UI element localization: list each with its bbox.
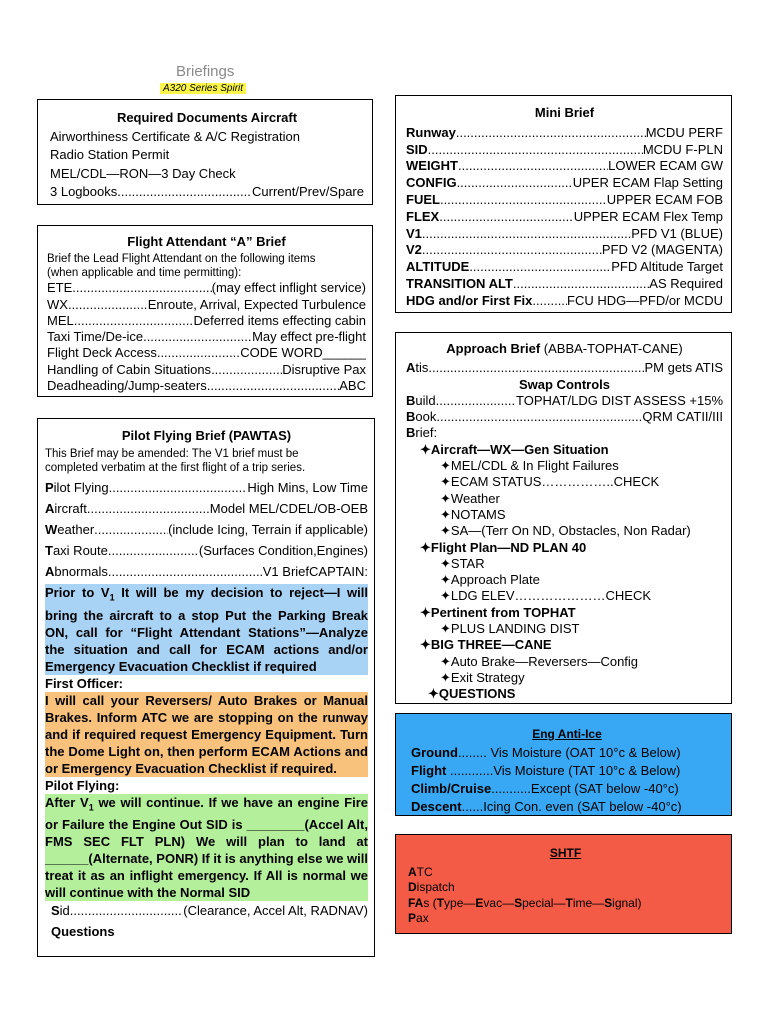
pawtas-row: Pilot Flying ..... High Mins, Low Time (45, 477, 368, 498)
abba-row-atis: Atis ..... PM gets ATIS (406, 360, 723, 376)
brief-item-flight-plan: ✦ Flight Plan—ND PLAN 40 (406, 540, 723, 556)
fa-brief-row: Taxi Time/De-ice ..... May effect pre-flight (47, 329, 366, 345)
mini-brief-row: FUEL ..... UPPER ECAM FOB (406, 192, 723, 209)
pawtas-row: Aircraft ..... Model MEL/CDEL/OB-OEB (45, 498, 368, 519)
mini-brief-title: Mini Brief (534, 105, 595, 120)
pf-brief-title: Pilot Flying Brief (PAWTAS) (121, 428, 292, 443)
anti-ice-row: Ground........ Vis Moisture (OAT 10°c & Below) (411, 745, 681, 760)
page-subtitle: A320 Series Spirit (160, 83, 246, 94)
shtf-box (395, 834, 732, 934)
sub-item: ✦ MEL/CDL & In Flight Failures (406, 458, 723, 474)
doc-item: Radio Station Permit (50, 147, 170, 162)
abba-row-book: Book ..... QRM CATII/III (406, 409, 723, 425)
questions-label: Questions (51, 924, 115, 940)
doc-item: MEL/CDL—RON—3 Day Check (50, 165, 236, 181)
mini-brief-box (395, 95, 732, 313)
pilot-flying-brief-box (37, 418, 375, 957)
shtf-title: SHTF (549, 846, 582, 860)
abba-row-brief: Brief: (406, 425, 438, 441)
approach-brief-box (395, 332, 732, 704)
sub-item: ✦ Auto Brake—Reversers—Config (406, 654, 723, 670)
mini-brief-row: TRANSITION ALT ..... AS Required (406, 276, 723, 293)
fa-brief-row: Handling of Cabin Situations ..... Disruptive Pax (47, 362, 366, 378)
sub-item: ✦ SA—(Terr On ND, Obstacles, Non Radar) (406, 523, 723, 539)
sub-item: ✦ Exit Strategy (406, 670, 723, 686)
pilot-flying-callout: After $V_1$ we will continue. If we have an engine Fire or Failure the Engine Out SID is ________(Accel Alt, FMS SEC FLT PLN) We will plan to land at ______(Alternate, PONR) If it is anything else we will treat it as an inflight emergency. If All is normal we will continue with the Normal SID (45, 794, 368, 901)
pf-brief-intro: This Brief may be amended: The V1 brief must be (45, 448, 299, 460)
required-documents-box (37, 99, 373, 205)
approach-brief-title: Approach Brief (ABBA-TOPHAT-CANE) (446, 341, 683, 356)
brief-item-questions: ✦ QUESTIONS (406, 686, 723, 702)
doc-item-logbooks: 3 Logbooks ..... Current/Prev/Spare (50, 183, 364, 202)
pilot-flying-label: Pilot Flying: (45, 777, 120, 793)
captain-v1-callout: Prior to $V_1$ It will be my decision to reject—I will bring the aircraft to a stop Put the Parking Break ON, call for “Flight Attendant Stations”—Analyze the situation and call for ECAM actions and/or Emergency Evacuation Checklist if required (45, 585, 368, 674)
flight-attendant-brief-box (37, 225, 373, 397)
first-officer-label: First Officer: (45, 675, 124, 691)
swap-controls-label: Swap Controls (518, 376, 610, 392)
mini-brief-row: ALTITUDE ..... PFD Altitude Target (406, 259, 723, 276)
mini-brief-row: FLEX ..... UPPER ECAM Flex Temp (406, 209, 723, 226)
anti-ice-row: Climb/Cruise...........Except (SAT below -40°c) (411, 781, 679, 796)
mini-brief-row: V1 ..... PFD V1 (BLUE) (406, 226, 723, 243)
sub-item: ✦ Weather (406, 491, 723, 507)
required-documents-title: Required Documents Aircraft (116, 110, 298, 125)
sub-item: ✦ LDG ELEV…………………CHECK (406, 588, 723, 604)
sid-row: Sid ..... (Clearance, Accel Alt, RADNAV) (45, 901, 368, 921)
sub-item: ✦ PLUS LANDING DIST (406, 621, 723, 637)
anti-ice-row: Flight ............Vis Moisture (TAT 10°c & Below) (411, 763, 681, 778)
shtf-pax: Pax (408, 911, 429, 925)
fa-brief-row: Flight Deck Access ..... CODE WORD______ (47, 345, 366, 361)
mini-brief-row: HDG and/or First Fix ..... FCU HDG—PFD/or MCDU (406, 293, 723, 310)
pawtas-row: Taxi Route ..... (Surfaces Condition,Engines) (45, 540, 368, 561)
fa-brief-row: MEL ..... Deferred items effecting cabin (47, 313, 366, 329)
sub-item: ✦ Approach Plate (406, 572, 723, 588)
fa-brief-intro: (when applicable and time permitting): (47, 267, 242, 280)
brief-item-tophat: ✦ Pertinent from TOPHAT (406, 605, 723, 621)
sub-item: ✦ NOTAMS (406, 507, 723, 523)
sub-item: ✦ ECAM STATUS……………..CHECK (406, 474, 723, 490)
pawtas-row: Abnormals ..... V1 BriefCAPTAIN: (45, 561, 368, 582)
pawtas-row: Weather ..... (include Icing, Terrain if applicable) (45, 519, 368, 540)
brief-item-aircraft: ✦ Aircraft—WX—Gen Situation (406, 442, 723, 458)
fa-brief-intro: Brief the Lead Flight Attendant on the following items (47, 253, 316, 266)
mini-brief-row: SID ..... MCDU F-PLN (406, 142, 723, 159)
mini-brief-row: CONFIG ..... UPER ECAM Flap Setting (406, 175, 723, 192)
shtf-dispatch: Dispatch (408, 880, 455, 894)
fa-brief-row: ETE ..... (may effect inflight service) (47, 280, 366, 296)
page-title: Briefings (176, 63, 235, 80)
anti-ice-title: Eng Anti-Ice (532, 727, 602, 741)
eng-anti-ice-box (395, 713, 732, 816)
fa-brief-row: Deadheading/Jump-seaters ..... ABC (47, 378, 366, 394)
shtf-fas: FAs (Type—Evac—Special—Time—Signal) (408, 895, 642, 910)
mini-brief-row: WEIGHT ..... LOWER ECAM GW (406, 158, 723, 175)
fa-brief-row: WX ..... Enroute, Arrival, Expected Turbulence (47, 297, 366, 313)
mini-brief-row: V2 ..... PFD V2 (MAGENTA) (406, 242, 723, 259)
abba-row-build: Build ..... TOPHAT/LDG DIST ASSESS +15% (406, 393, 723, 409)
pf-brief-intro: completed verbatim at the first flight of a trip series. (45, 462, 306, 474)
anti-ice-row: Descent......Icing Con. even (SAT below -40°c) (411, 799, 682, 814)
brief-item-big-three: ✦ BIG THREE—CANE (406, 637, 723, 653)
fa-brief-title: Flight Attendant “A” Brief (127, 234, 286, 249)
shtf-atc: ATC (408, 864, 433, 879)
sub-item: ✦ STAR (406, 556, 723, 572)
mini-brief-row: Runway ..... MCDU PERF (406, 125, 723, 142)
first-officer-callout: I will call your Reversers/ Auto Brakes or Manual Brakes. Inform ATC we are stopping on the runway and if required request Emergency Equipment. Turn the Dome Light on, then perform ECAM Actions and or Emergency Evacuation Checklist if required. (45, 692, 368, 776)
doc-item: Airworthiness Certificate & A/C Registration (50, 128, 300, 144)
